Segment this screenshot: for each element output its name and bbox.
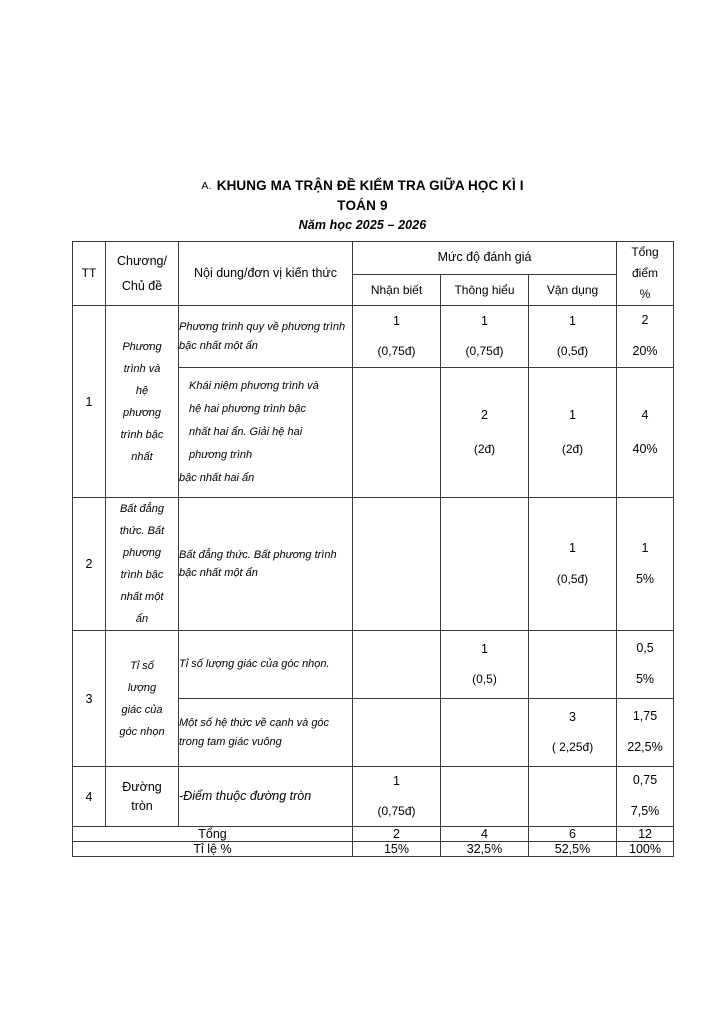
summary-label: Tổng	[73, 827, 353, 842]
row-index: 1	[73, 306, 106, 498]
header-total-line3: %	[639, 287, 651, 301]
cell-application	[529, 368, 617, 498]
summary-row-total	[73, 827, 674, 842]
total-points: 0,75	[632, 773, 658, 788]
total-percent: 40%	[632, 441, 658, 456]
summary-recognition: 15%	[353, 842, 441, 857]
cell-recognition	[353, 306, 441, 368]
title-list-marker: A.	[201, 180, 212, 192]
cell-comprehension	[441, 699, 529, 767]
total-percent: 22,5%	[627, 740, 663, 754]
point-value: ( 2,25đ)	[551, 740, 594, 755]
header-chapter-line2: Chủ đề	[121, 278, 163, 293]
header-content-unit	[179, 242, 353, 306]
total-points: 2	[641, 313, 649, 328]
summary-row-percentage	[73, 842, 674, 857]
question-count: 1	[569, 541, 576, 556]
question-count: 1	[393, 773, 400, 788]
cell-application	[529, 498, 617, 631]
cell-recognition	[353, 631, 441, 699]
table-row	[73, 306, 674, 368]
summary-application: 52,5%	[529, 842, 617, 857]
row-content: -Điểm thuộc đường tròn	[179, 767, 353, 827]
cell-application	[529, 631, 617, 699]
row-index: 4	[73, 767, 106, 827]
header-assessment-level: Mức độ đánh giá	[353, 242, 617, 275]
cell-comprehension	[441, 767, 529, 827]
point-value: (0,75đ)	[377, 804, 416, 819]
point-value: (2đ)	[473, 441, 496, 456]
question-count: 1	[481, 313, 488, 328]
cell-comprehension	[441, 368, 529, 498]
summary-comprehension: 32,5%	[441, 842, 529, 857]
question-count: 1	[393, 313, 400, 328]
total-points: 4	[641, 407, 649, 422]
matrix-table-container	[72, 241, 673, 857]
summary-comprehension: 4	[441, 827, 529, 842]
header-level-recognition: Nhận biết	[353, 274, 441, 305]
page-title	[0, 176, 725, 196]
total-points: 0,5	[636, 641, 654, 656]
header-chapter	[106, 242, 179, 306]
summary-total: 100%	[617, 842, 674, 857]
subject-title: TOÁN 9	[337, 197, 388, 213]
header-total-line1: Tổng	[631, 245, 659, 259]
row-topic	[106, 631, 179, 767]
point-value: (0,75đ)	[377, 344, 416, 359]
topic-line: tròn	[131, 798, 153, 813]
row-content: Phương trình quy về phương trình bậc nhất một ẩn	[179, 306, 353, 368]
total-percent: 7,5%	[630, 804, 660, 818]
header-total-score	[617, 242, 674, 306]
content-line: phương trình	[189, 449, 253, 462]
table-header-row-primary	[73, 242, 674, 275]
row-topic	[106, 767, 179, 827]
row-index: 2	[73, 498, 106, 631]
summary-total: 12	[617, 827, 674, 842]
total-points: 1,75	[632, 709, 658, 724]
topic-line: trình và	[123, 362, 161, 375]
row-index: 3	[73, 631, 106, 767]
header-level-application: Vận dụng	[529, 274, 617, 305]
row-content: Tỉ số lượng giác của góc nhọn.	[179, 631, 353, 699]
summary-label: Tỉ lệ %	[73, 842, 353, 857]
title-main-text: KHUNG MA TRẬN ĐỀ KIỂM TRA GIỮA HỌC KÌ I	[216, 178, 524, 193]
assessment-matrix-table	[72, 241, 674, 857]
topic-line: nhất	[131, 450, 153, 463]
cell-application	[529, 306, 617, 368]
total-points: 1	[641, 540, 649, 555]
cell-recognition	[353, 767, 441, 827]
topic-line: ẩn	[135, 613, 149, 625]
topic-line: Bất đẳng	[119, 503, 165, 515]
table-row	[73, 498, 674, 631]
cell-total	[617, 368, 674, 498]
topic-line: phương	[122, 406, 162, 419]
topic-line: Đường	[122, 779, 162, 794]
cell-total	[617, 498, 674, 631]
header-content-line1: Nội dung/đơn vị kiến	[193, 265, 309, 280]
document-title-block	[0, 176, 725, 235]
topic-line: trình bậc	[120, 569, 164, 581]
content-line: hệ hai phương trình bậc	[189, 402, 306, 415]
topic-line: lượng	[127, 681, 157, 694]
content-line: bậc nhất hai ẩn	[179, 472, 255, 485]
question-count: 3	[569, 709, 576, 724]
header-level-comprehension: Thông hiểu	[441, 274, 529, 305]
cell-comprehension	[441, 631, 529, 699]
cell-application	[529, 767, 617, 827]
total-percent: 20%	[632, 344, 658, 358]
question-count: 2	[481, 408, 488, 423]
cell-total	[617, 699, 674, 767]
row-topic	[106, 498, 179, 631]
topic-line: trình bậc	[120, 428, 164, 441]
topic-line: phương	[122, 547, 162, 559]
header-total-line2: điểm	[632, 266, 659, 280]
header-content-line2: thức	[311, 265, 338, 280]
topic-line: góc nhọn	[119, 725, 165, 738]
school-year: Năm học 2025 – 2026	[298, 217, 427, 232]
cell-recognition	[353, 498, 441, 631]
row-content: Bất đẳng thức. Bất phương trình bậc nhất một ẩn	[179, 498, 353, 631]
header-chapter-line1: Chương/	[117, 253, 167, 268]
row-content	[179, 368, 353, 498]
point-value: (2đ)	[561, 441, 584, 456]
topic-line: hệ	[135, 384, 149, 397]
cell-comprehension	[441, 306, 529, 368]
table-row	[73, 631, 674, 699]
topic-line: nhất một	[120, 591, 164, 603]
header-tt: TT	[73, 242, 106, 306]
total-percent: 5%	[635, 571, 655, 586]
topic-line: Tỉ số	[130, 659, 154, 672]
cell-recognition	[353, 368, 441, 498]
question-count: 1	[569, 408, 576, 423]
content-line: Khái niệm phương trình và	[189, 379, 319, 392]
topic-line: giác của	[121, 703, 163, 716]
topic-line: thức. Bất	[119, 525, 165, 537]
question-count: 1	[569, 313, 576, 328]
point-value: (0,5)	[472, 672, 497, 687]
summary-recognition: 2	[353, 827, 441, 842]
question-count: 1	[481, 641, 488, 656]
point-value: (0,75đ)	[465, 344, 504, 359]
table-row	[73, 767, 674, 827]
row-content: Một số hệ thức về cạnh và góc trong tam giác vuông	[179, 699, 353, 767]
cell-comprehension	[441, 498, 529, 631]
cell-application	[529, 699, 617, 767]
cell-total	[617, 767, 674, 827]
summary-application: 6	[529, 827, 617, 842]
topic-line: Phương	[122, 340, 162, 353]
content-line: nhất hai ẩn. Giải hệ hai	[189, 425, 303, 438]
point-value: (0,5đ)	[556, 571, 589, 586]
cell-recognition	[353, 699, 441, 767]
total-percent: 5%	[635, 672, 655, 686]
cell-total	[617, 306, 674, 368]
cell-total	[617, 631, 674, 699]
point-value: (0,5đ)	[556, 344, 589, 359]
row-topic	[106, 306, 179, 498]
